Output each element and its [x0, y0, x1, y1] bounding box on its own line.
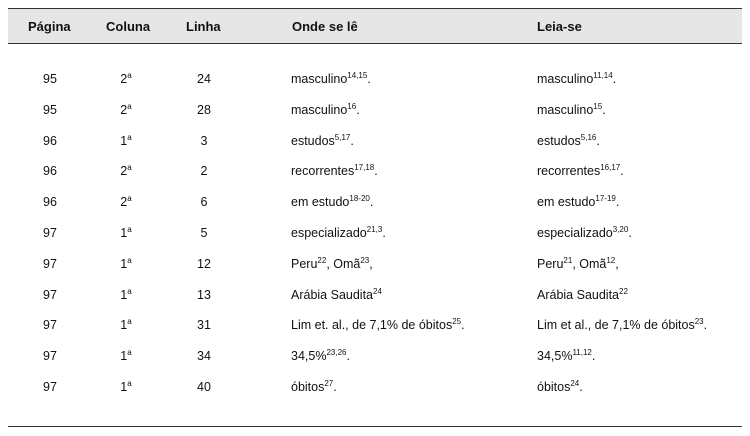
cell-leia-se: [537, 102, 606, 118]
cell-text: .: [350, 133, 354, 148]
cell-pagina: 97: [43, 349, 57, 364]
cell-linha: 5: [200, 226, 208, 240]
cell-text: .: [356, 102, 360, 117]
cell-pagina: 96: [43, 133, 57, 148]
cell-onde-se-le: [291, 133, 354, 149]
cell-coluna-number: 2: [120, 195, 128, 210]
cell-linha: 28: [197, 102, 211, 117]
cell-coluna-ordinal: a: [127, 71, 132, 80]
cell-linha: 2: [200, 164, 208, 179]
cell-leia-se: [537, 194, 619, 210]
cell-coluna: [106, 256, 146, 272]
cell-text: .: [703, 318, 708, 333]
cell-coluna: [106, 102, 146, 118]
reference-superscript: 17-19: [595, 194, 616, 204]
cell-text: ,: [369, 256, 373, 271]
cell-text: .: [612, 72, 617, 86]
cell-linha: 34: [197, 349, 211, 364]
cell-leia-se: [537, 256, 619, 272]
cell-onde-se-le: [291, 348, 350, 364]
cell-onde-se-le: [291, 102, 360, 118]
cell-onde-se-le: [291, 225, 386, 241]
cell-coluna-number: 1: [120, 349, 128, 364]
cell-pagina: 95: [43, 72, 57, 86]
cell-text: .: [461, 318, 465, 333]
cell-linha: 24: [197, 72, 211, 86]
table-row: [8, 194, 742, 214]
cell-text: .: [620, 164, 624, 179]
cell-text: .: [369, 195, 374, 210]
cell-leia-se: [537, 317, 707, 333]
reference-superscript: 22: [317, 255, 327, 265]
table-row: [8, 163, 742, 183]
cell-text: Lim et. al., de 7,1% de óbitos: [291, 318, 453, 333]
reference-superscript: 5,17: [334, 132, 351, 142]
cell-text: recorrentes: [537, 164, 601, 179]
cell-text: .: [374, 164, 378, 179]
cell-linha: 31: [197, 318, 211, 333]
cell-coluna: [106, 225, 146, 241]
reference-superscript: 23: [694, 317, 704, 327]
reference-superscript: 22: [619, 286, 628, 296]
table-row: [8, 225, 742, 245]
cell-text: especializado: [537, 226, 613, 240]
cell-coluna: [106, 317, 146, 333]
reference-superscript: 12: [606, 255, 616, 265]
cell-text: masculino: [537, 102, 594, 117]
cell-pagina: 97: [43, 380, 57, 394]
cell-coluna-number: 2: [120, 72, 128, 86]
cell-text: Arábia Saudita: [291, 287, 374, 302]
cell-onde-se-le: [291, 287, 382, 303]
cell-coluna-ordinal: a: [127, 101, 132, 111]
cell-leia-se: [537, 133, 600, 149]
cell-coluna-number: 2: [120, 102, 128, 117]
cell-onde-se-le: [291, 256, 373, 272]
cell-text: .: [579, 380, 583, 394]
header-coluna: Coluna: [106, 19, 151, 34]
reference-superscript: 11,12: [572, 348, 592, 358]
cell-text: Peru: [291, 256, 318, 271]
cell-text: masculino: [537, 72, 594, 86]
cell-text: .: [615, 195, 620, 210]
cell-pagina: 97: [43, 318, 57, 333]
reference-superscript: 16,17: [600, 163, 621, 173]
cell-pagina: 96: [43, 164, 57, 179]
cell-text: masculino: [291, 72, 348, 86]
cell-coluna: [106, 287, 146, 303]
cell-leia-se: [537, 225, 632, 241]
cell-linha: 40: [197, 380, 211, 394]
cell-text: .: [596, 133, 600, 148]
header-linha: Linha: [186, 19, 221, 34]
header-onde-se-le: Onde se lê: [292, 19, 358, 34]
table-row: [8, 71, 742, 91]
cell-leia-se: [537, 379, 583, 395]
cell-text: óbitos: [291, 380, 325, 394]
reference-superscript: 21,3: [366, 225, 383, 234]
cell-coluna-ordinal: a: [127, 379, 132, 388]
cell-coluna: [106, 194, 146, 210]
cell-text: .: [602, 102, 606, 117]
reference-superscript: 18-20: [349, 194, 370, 204]
cell-coluna-ordinal: a: [127, 132, 132, 142]
cell-coluna: [106, 348, 146, 364]
cell-text: , Omã: [572, 256, 607, 271]
cell-text: estudos: [537, 133, 581, 148]
cell-coluna: [106, 379, 146, 395]
cell-text: .: [333, 380, 337, 394]
cell-onde-se-le: [291, 194, 373, 210]
cell-text: .: [628, 226, 632, 240]
reference-superscript: 23: [360, 255, 370, 265]
header-leia-se: Leia-se: [537, 19, 582, 34]
cell-coluna-ordinal: a: [127, 317, 132, 327]
cell-coluna-ordinal: a: [127, 286, 132, 296]
bottom-rule: [8, 426, 742, 427]
cell-text: .: [591, 349, 596, 364]
reference-superscript: 16: [347, 101, 357, 111]
cell-text: Peru: [537, 256, 564, 271]
table-header: [8, 8, 742, 44]
cell-coluna-number: 1: [120, 256, 128, 271]
cell-text: especializado: [291, 226, 367, 240]
cell-coluna-ordinal: a: [127, 163, 132, 173]
cell-text: Lim et al., de 7,1% de óbitos: [537, 318, 695, 333]
cell-text: masculino: [291, 102, 348, 117]
cell-linha: 12: [197, 256, 211, 271]
reference-superscript: 5,16: [580, 132, 597, 142]
table-row: [8, 256, 742, 276]
cell-onde-se-le: [291, 379, 337, 395]
cell-linha: 6: [200, 195, 208, 210]
cell-coluna: [106, 133, 146, 149]
reference-superscript: 3,20: [612, 225, 629, 234]
table-row: [8, 133, 742, 153]
cell-coluna-ordinal: a: [127, 348, 132, 358]
cell-coluna-ordinal: a: [127, 255, 132, 265]
cell-pagina: 97: [43, 256, 57, 271]
reference-superscript: 27: [324, 379, 334, 388]
cell-coluna-number: 1: [120, 318, 128, 333]
cell-text: óbitos: [537, 380, 571, 394]
table-row: [8, 348, 742, 368]
table-row: [8, 317, 742, 337]
reference-superscript: 24: [373, 286, 382, 296]
table-row: [8, 379, 742, 399]
header-pagina: Página: [28, 19, 71, 34]
cell-text: .: [382, 226, 386, 240]
cell-coluna-ordinal: a: [127, 194, 132, 204]
cell-onde-se-le: [291, 317, 465, 333]
table-row: [8, 287, 742, 307]
reference-superscript: 15: [593, 101, 603, 111]
cell-leia-se: [537, 163, 624, 179]
reference-superscript: 11,14: [593, 71, 613, 80]
cell-text: em estudo: [291, 195, 350, 210]
cell-linha: 3: [200, 133, 208, 148]
cell-linha: 13: [197, 287, 211, 302]
reference-superscript: 21: [563, 255, 573, 265]
cell-onde-se-le: [291, 71, 371, 87]
cell-coluna-number: 1: [120, 287, 128, 302]
cell-coluna: [106, 163, 146, 179]
cell-pagina: 97: [43, 226, 57, 240]
cell-text: ,: [615, 256, 619, 271]
cell-onde-se-le: [291, 163, 378, 179]
errata-table: [8, 8, 742, 428]
cell-text: , Omã: [326, 256, 361, 271]
reference-superscript: 23,26: [326, 348, 347, 358]
reference-superscript: 14,15: [347, 71, 368, 80]
cell-text: 34,5%: [537, 349, 573, 364]
cell-coluna-number: 2: [120, 164, 128, 179]
cell-text: .: [367, 72, 371, 86]
cell-pagina: 96: [43, 195, 57, 210]
cell-pagina: 97: [43, 287, 57, 302]
cell-coluna: [106, 71, 146, 87]
cell-text: estudos: [291, 133, 335, 148]
cell-coluna-number: 1: [120, 133, 128, 148]
cell-leia-se: [537, 287, 628, 303]
cell-coluna-number: 1: [120, 380, 128, 394]
cell-leia-se: [537, 348, 595, 364]
cell-pagina: 95: [43, 102, 57, 117]
cell-coluna-ordinal: a: [127, 225, 132, 234]
table-row: [8, 102, 742, 122]
cell-text: 34,5%: [291, 349, 327, 364]
reference-superscript: 25: [452, 317, 462, 327]
reference-superscript: 24: [570, 379, 580, 388]
cell-text: .: [346, 349, 350, 364]
reference-superscript: 17,18: [354, 163, 375, 173]
cell-leia-se: [537, 71, 616, 87]
cell-coluna-number: 1: [120, 226, 128, 240]
cell-text: recorrentes: [291, 164, 355, 179]
cell-text: Arábia Saudita: [537, 287, 620, 302]
cell-text: em estudo: [537, 195, 596, 210]
